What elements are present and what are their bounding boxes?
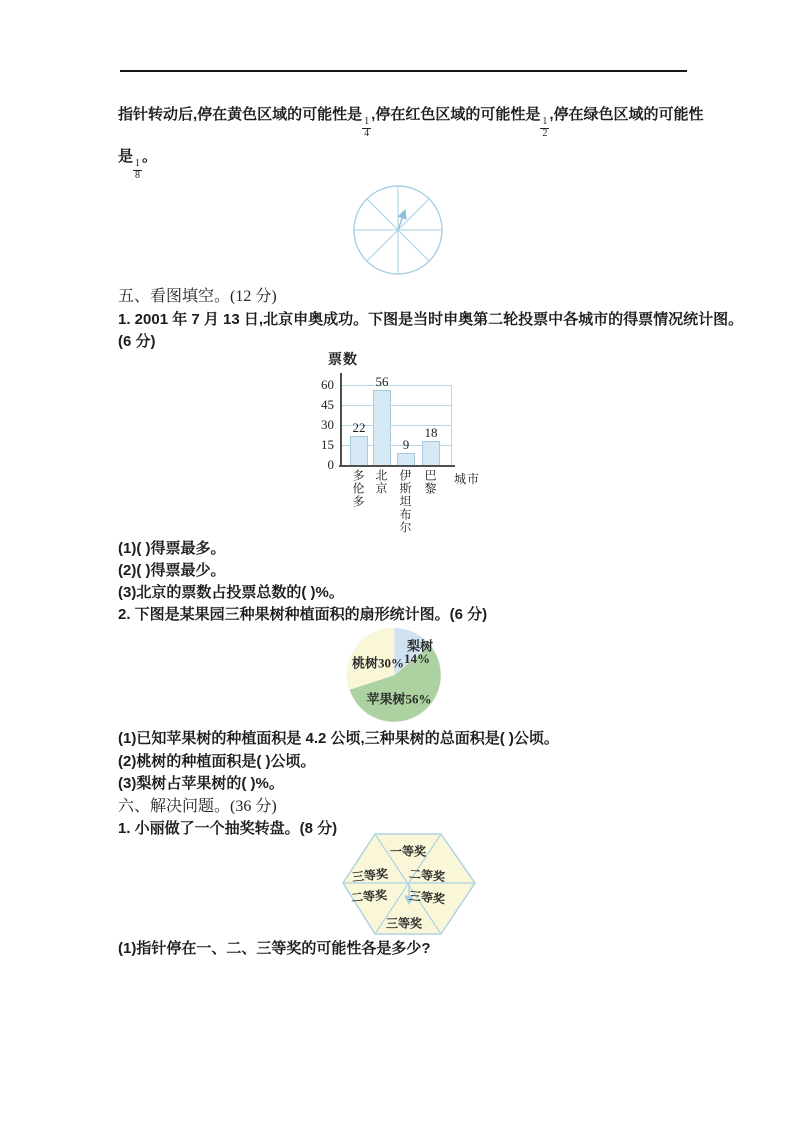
pie-label-pear-percent: 14%	[404, 651, 430, 666]
intro-line-2	[118, 146, 157, 181]
wheel-label-third-prize: 三等奖	[385, 916, 423, 931]
section6-q1-text: 1. 小丽做了一个抽奖转盘。(8 分)	[118, 820, 338, 837]
category-label-paris: 巴黎	[423, 469, 437, 495]
intro-text-4: 是	[118, 148, 134, 165]
section5-q2-text: 2. 下图是某果园三种果树种植面积的扇形统计图。(6 分)	[118, 606, 488, 623]
y-axis	[340, 373, 342, 466]
section5-heading: 五、看图填空。(12 分)	[118, 288, 277, 305]
intro-text-1: 指针转动后,停在黄色区域的可能性是	[118, 106, 363, 123]
prize-wheel-figure	[338, 829, 480, 939]
q1-item-1: (1)( )得票最多。	[118, 540, 226, 557]
y-tick-0: 0	[327, 457, 334, 472]
q2-item-3: (3)梨树占苹果树的( )%。	[118, 775, 284, 792]
section6-q1-sub: (1)指针停在一、二、三等奖的可能性各是多少?	[118, 940, 431, 957]
y-tick-30: 30	[321, 417, 334, 432]
bar-chart-y-title: 票数	[328, 353, 358, 368]
spinner-circle-figure	[350, 182, 446, 278]
section5-q1-score: (6 分)	[118, 333, 156, 350]
pie-label-peach: 桃树30%	[351, 655, 405, 671]
intro-text-3: ,停在绿色区域的可能性	[549, 106, 704, 123]
wheel-label-third-prize: 三等奖	[351, 866, 389, 885]
bar-value-label: 18	[424, 425, 438, 440]
plot-right-border	[451, 385, 452, 465]
page-top-divider	[120, 70, 687, 72]
intro-text-5: 。	[142, 148, 158, 165]
pie-label-pear: 梨树	[406, 638, 434, 654]
fraction-one-fourth: $\frac{1}{4}$	[364, 116, 370, 139]
bar-toronto	[350, 436, 368, 465]
pie-chart-svg	[340, 622, 450, 728]
bar-paris	[422, 441, 440, 465]
section6-heading: 六、解决问题。(36 分)	[118, 798, 277, 815]
y-tick-15: 15	[321, 437, 334, 452]
pie-chart	[340, 622, 450, 728]
intro-text-2: ,停在红色区域的可能性是	[371, 106, 541, 123]
fraction-one-eighth: $\frac{1}{8}$	[135, 158, 141, 181]
bar-column-istanbul	[397, 438, 415, 465]
x-axis	[339, 465, 455, 467]
bar-beijing	[373, 390, 391, 465]
section5-q1-text: 1. 2001 年 7 月 13 日,北京申奥成功。下图是当时申奥第二轮投票中各城市的得票情况统计图。	[118, 311, 744, 328]
category-label-istanbul: 伊斯坦布尔	[398, 469, 412, 534]
pie-label-apple: 苹果树56%	[366, 691, 432, 707]
bar-column-toronto	[350, 421, 368, 465]
spinner-circle-svg	[350, 182, 446, 278]
wheel-label-first-prize: 一等奖	[389, 844, 427, 859]
q2-item-1: (1)已知苹果树的种植面积是 4.2 公顷,三种果树的总面积是( )公顷。	[118, 730, 559, 747]
gridline-45	[342, 405, 452, 406]
q2-item-2: (2)桃树的种植面积是( )公顷。	[118, 753, 316, 770]
bar-value-label: 22	[352, 419, 366, 435]
wheel-label-second-prize: 二等奖	[408, 866, 446, 885]
bar-istanbul	[397, 453, 415, 465]
y-tick-45: 45	[321, 397, 334, 412]
wheel-label-second-prize: 二等奖	[350, 887, 388, 906]
category-label-toronto: 多伦多	[351, 469, 365, 508]
x-axis-title: 城市	[454, 472, 481, 486]
category-label-beijing: 北京	[374, 469, 388, 495]
q1-item-2: (2)( )得票最少。	[118, 562, 226, 579]
y-tick-60: 60	[321, 377, 334, 392]
fraction-one-half: $\frac{1}{2}$	[542, 116, 548, 139]
bar-value-label: 9	[402, 437, 410, 452]
wheel-label-third-prize: 三等奖	[408, 888, 446, 907]
bar-column-paris	[422, 426, 440, 465]
intro-line-1	[118, 104, 704, 139]
bar-chart	[300, 347, 510, 537]
bar-value-label: 56	[375, 374, 389, 390]
gridline-60	[342, 385, 452, 386]
q1-item-3: (3)北京的票数占投票总数的( )%。	[118, 584, 344, 601]
bar-column-beijing	[373, 375, 391, 465]
